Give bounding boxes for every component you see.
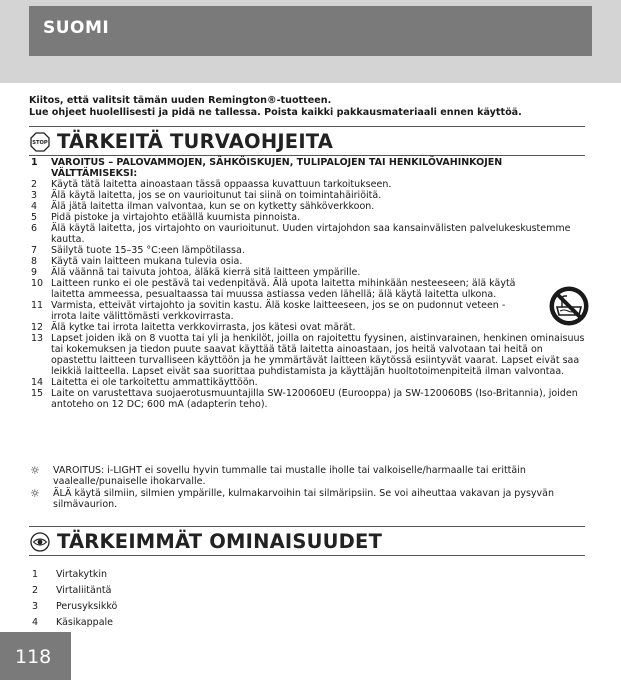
- warning-sun-icon: ☼: [30, 487, 40, 500]
- item-text: Älä käytä laitetta, jos se on vaurioitunut tai siinä on toimintahäiriöitä.: [51, 190, 382, 201]
- item-number: 9: [31, 267, 38, 278]
- item-text: Käytä vain laitteen mukana tulevia osia.: [51, 256, 243, 267]
- item-number: 13: [31, 333, 44, 344]
- safety-list: [29, 157, 589, 410]
- stop-icon: [30, 132, 50, 152]
- page-number: 118: [15, 646, 52, 668]
- list-item: [29, 212, 589, 223]
- item-number: 8: [31, 256, 38, 267]
- feature-number: 1: [32, 568, 39, 580]
- list-item: [29, 256, 589, 267]
- item-text: Laitteen runko ei ole pestävä tai vedenpitävä. Älä upota laitetta mihinkään nesteeseen; älä käytä laitetta ammeessa, pesualtaassa tai muussa astiassa veden lähellä; älä käytä laitetta ulkona.: [51, 278, 516, 300]
- list-item: [29, 300, 589, 322]
- intro-line-2: Lue ohjeet huolellisesti ja pidä ne tallessa. Poista kaikki pakkausmateriaali ennen käyttöä.: [29, 107, 522, 118]
- item-text: Säilytä tuote 15–35 °C:een lämpötilassa.: [51, 245, 245, 256]
- feature-number: 2: [32, 584, 39, 596]
- feature-item: [29, 582, 117, 598]
- feature-label: Virtaliitäntä: [56, 584, 112, 596]
- list-item: [29, 190, 589, 201]
- warning-item: [29, 465, 589, 487]
- warning-list: [29, 465, 589, 511]
- feature-number: 4: [32, 616, 39, 628]
- list-item: [29, 377, 589, 388]
- item-text: Laite on varustettava suojaerotusmuuntajilla SW-120060EU (Eurooppa) ja SW-120060BS (Iso-Britannia), joiden antoteho on 12 DC; 600 mA (adapterin teho).: [51, 388, 578, 410]
- list-item: [29, 267, 589, 278]
- feature-label: Käsikappale: [56, 616, 113, 628]
- item-text: Älä jätä laitetta ilman valvontaa, kun se on kytketty sähköverkkoon.: [51, 201, 375, 212]
- warning-text: ÄLÄ käytä silmiin, silmien ympärille, kulmakarvoihin tai silmäripsiin. Se voi aiheuttaa vakavan ja pysyvän silmävaurion.: [53, 488, 554, 510]
- item-number: 12: [31, 322, 44, 333]
- item-number: 2: [31, 179, 38, 190]
- item-text: Älä käytä laitetta, jos virtajohto on vaurioitunut. Uuden virtajohdon saa kansainvälisten palvelukeskustemme kautta.: [51, 223, 571, 245]
- item-number: 11: [31, 300, 44, 311]
- list-item: [29, 201, 589, 212]
- feature-label: Perusyksikkö: [56, 600, 118, 612]
- features-title: TÄRKEIMMÄT OMINAISUUDET: [57, 530, 383, 553]
- list-item: [29, 223, 589, 245]
- item-text: Laitetta ei ole tarkoitettu ammattikäyttöön.: [51, 377, 258, 388]
- list-item: [29, 179, 589, 190]
- language-bar: [29, 6, 592, 56]
- intro-text: [29, 95, 599, 119]
- item-text: Älä väännä tai taivuta johtoa, äläkä kierrä sitä laitteen ympärille.: [51, 267, 361, 278]
- no-bath-icon: [548, 285, 590, 327]
- feature-item: [29, 614, 117, 630]
- list-item: [29, 278, 589, 300]
- eye-icon: [30, 532, 50, 552]
- item-text: Lapset joiden ikä on 8 vuotta tai yli ja henkilöt, joilla on rajoitettu fyysinen, aistinvarainen, henkinen ominaisuus tai kokemuksen ja tiedon puute saavat käyttää tätä laitetta ainoastaan, jos heitä valvotaan tai heitä on opastettu laitteen turvalliseen käyttöön ja he ymmärtävät laitteen käytössä esiintyvät vaarat. Lapset eivät saa leikkiä laitteella. Lapset eivät saa suorittaa puhdistamista ja käyttäjän huoltotoimenpiteitä ilman valvontaa.: [51, 333, 585, 377]
- warning-item: [29, 488, 589, 510]
- item-number: 5: [31, 212, 38, 223]
- item-text: Älä kytke tai irrota laitetta verkkovirrasta, jos kätesi ovat märät.: [51, 322, 356, 333]
- item-text: Käytä tätä laitetta ainoastaan tässä oppaassa kuvattuun tarkoitukseen.: [51, 179, 392, 190]
- item-number: 1: [31, 157, 38, 168]
- list-item: [29, 322, 589, 333]
- feature-item: [29, 598, 117, 614]
- feature-number: 3: [32, 600, 39, 612]
- warning-sun-icon: ☼: [30, 464, 40, 477]
- stop-icon-label: STOP: [32, 140, 48, 147]
- item-text: Varmista, etteivät virtajohto ja sovitin kastu. Älä koske laitteeseen, jos se on pudonnut veteen - irrota laite välittömästi verkkovirrasta.: [51, 300, 506, 322]
- language-title: SUOMI: [43, 18, 110, 38]
- features-list: [29, 566, 117, 630]
- item-number: 3: [31, 190, 38, 201]
- list-item: [29, 157, 589, 179]
- list-item: [29, 388, 589, 410]
- list-item: [29, 245, 589, 256]
- item-number: 14: [31, 377, 44, 388]
- item-text: VAROITUS – PALOVAMMOJEN, SÄHKÖISKUJEN, TULIPALOJEN TAI HENKILÖVAHINKOJEN VÄLTTÄMISEKSI:: [51, 157, 503, 179]
- item-number: 7: [31, 245, 38, 256]
- features-heading: [29, 526, 585, 556]
- item-text: Pidä pistoke ja virtajohto etäällä kuumista pinnoista.: [51, 212, 301, 223]
- header-band: [0, 0, 621, 83]
- feature-label: Virtakytkin: [56, 568, 108, 580]
- warning-text: VAROITUS: i-LIGHT ei sovellu hyvin tummalle tai mustalle iholle tai valkoiselle/harmaalle tai erittäin vaalealle/punaiselle ihokarvalle.: [53, 465, 526, 487]
- item-number: 4: [31, 201, 38, 212]
- item-number: 6: [31, 223, 38, 234]
- intro-line-1: Kiitos, että valitsit tämän uuden Remington®-tuotteen.: [29, 95, 332, 106]
- list-item: [29, 333, 589, 377]
- item-number: 15: [31, 388, 44, 399]
- page-number-box: [0, 632, 71, 680]
- safety-title: TÄRKEITÄ TURVAOHJEITA: [57, 130, 334, 153]
- item-number: 10: [31, 278, 44, 289]
- feature-item: [29, 566, 117, 582]
- safety-heading: [29, 126, 585, 156]
